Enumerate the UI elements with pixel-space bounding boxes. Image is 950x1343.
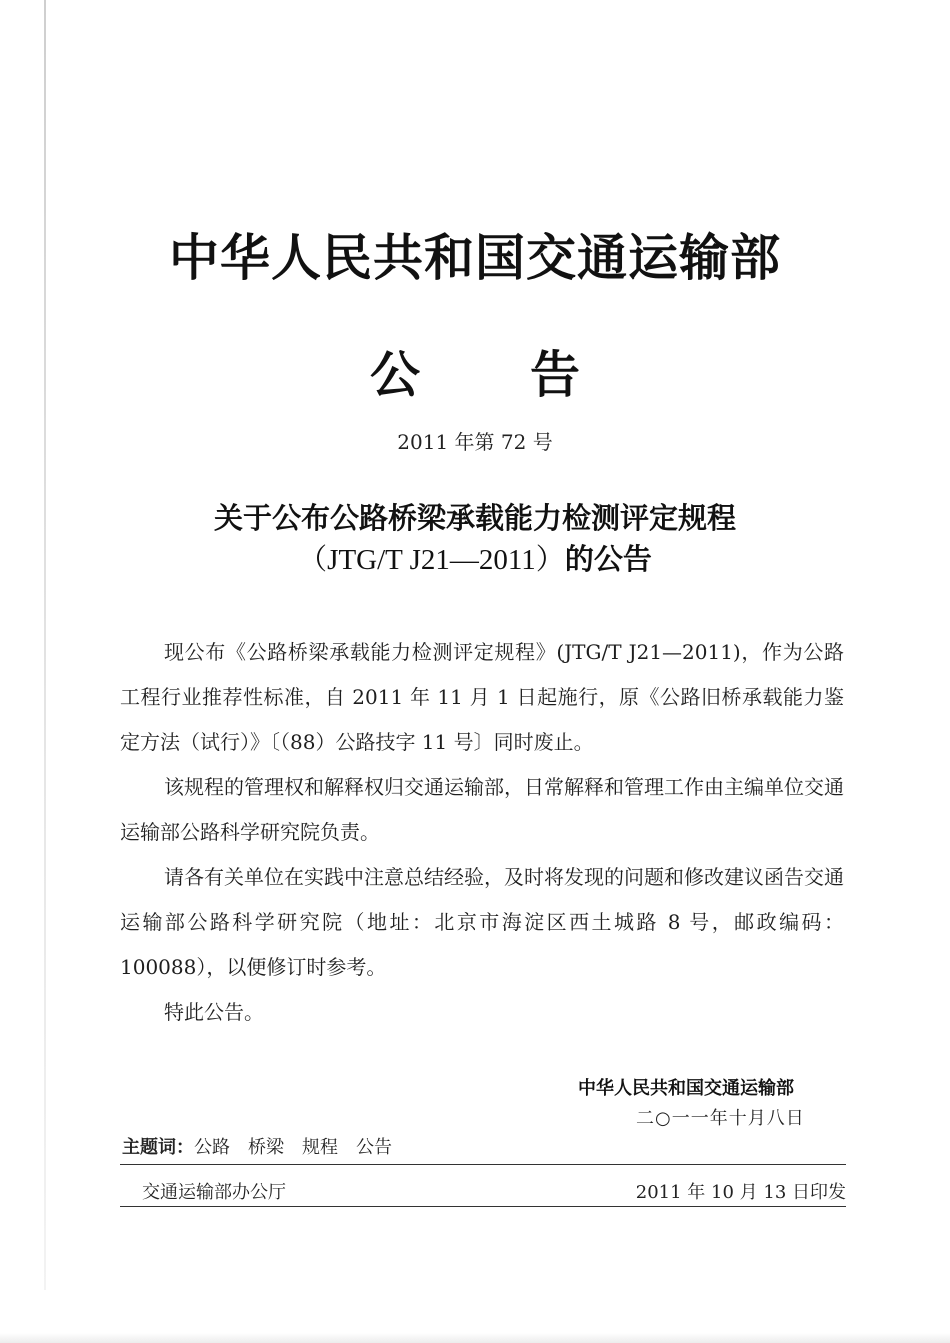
paragraph-text: 请各有关单位在实践中注意总结经验，及时将发现的问题和修改建议函告交通运输部公路科学研究院（地址：北京市海淀区西土城路 8 号，邮政编码：100088），以便修订时参考。 (120, 865, 844, 979)
body-paragraph-2 (120, 765, 844, 855)
body-paragraph-1 (120, 630, 844, 765)
subject-keywords (122, 1133, 410, 1159)
keyword-item: 公路 (194, 1137, 230, 1158)
scan-bottom-shade (0, 1333, 950, 1343)
paragraph-text: 特此公告。 (164, 1000, 264, 1024)
body-paragraph-3 (120, 855, 844, 990)
standard-code: （JTG/T J21—2011） (298, 544, 565, 576)
ministry-title: 中华人民共和国交通运输部 (169, 229, 781, 287)
keyword-item: 公告 (356, 1137, 392, 1158)
signature-organization: 中华人民共和国交通运输部 (578, 1078, 794, 1099)
paragraph-text: 该规程的管理权和解释权归交通运输部，日常解释和管理工作由主编单位交通运输部公路科学研究院负责。 (120, 775, 844, 844)
footer-divider-bottom (120, 1206, 846, 1207)
body-paragraph-4 (120, 990, 844, 1035)
scan-edge-line (44, 0, 46, 1290)
issuing-office: 交通运输部办公厅 (142, 1182, 286, 1203)
issue-number: 2011 年第 72 号 (397, 430, 553, 454)
announcement-heading-line2 (0, 537, 950, 578)
footer-divider-top (120, 1164, 846, 1165)
heading-suffix: 的公告 (564, 542, 652, 576)
signature-date: 二○一一年十月八日 (636, 1108, 805, 1129)
announcement-heading-line1: 关于公布公路桥梁承载能力检测评定规程 (213, 501, 736, 535)
keyword-item: 桥梁 (248, 1137, 284, 1158)
keywords-label: 主题词： (122, 1137, 194, 1158)
keyword-item: 规程 (302, 1137, 338, 1158)
paragraph-text: 现公布《公路桥梁承载能力检测评定规程》(JTG/T J21—2011)，作为公路工程行业推荐性标准，自 2011 年 11 月 1 日起施行，原《公路旧桥承载能力鉴定方法（试行）》〔（88）公路技字 11 号〕同时废止。 (120, 640, 844, 754)
print-date: 2011 年 10 月 13 日印发 (635, 1182, 846, 1203)
document-type-title: 公告 (370, 346, 690, 404)
